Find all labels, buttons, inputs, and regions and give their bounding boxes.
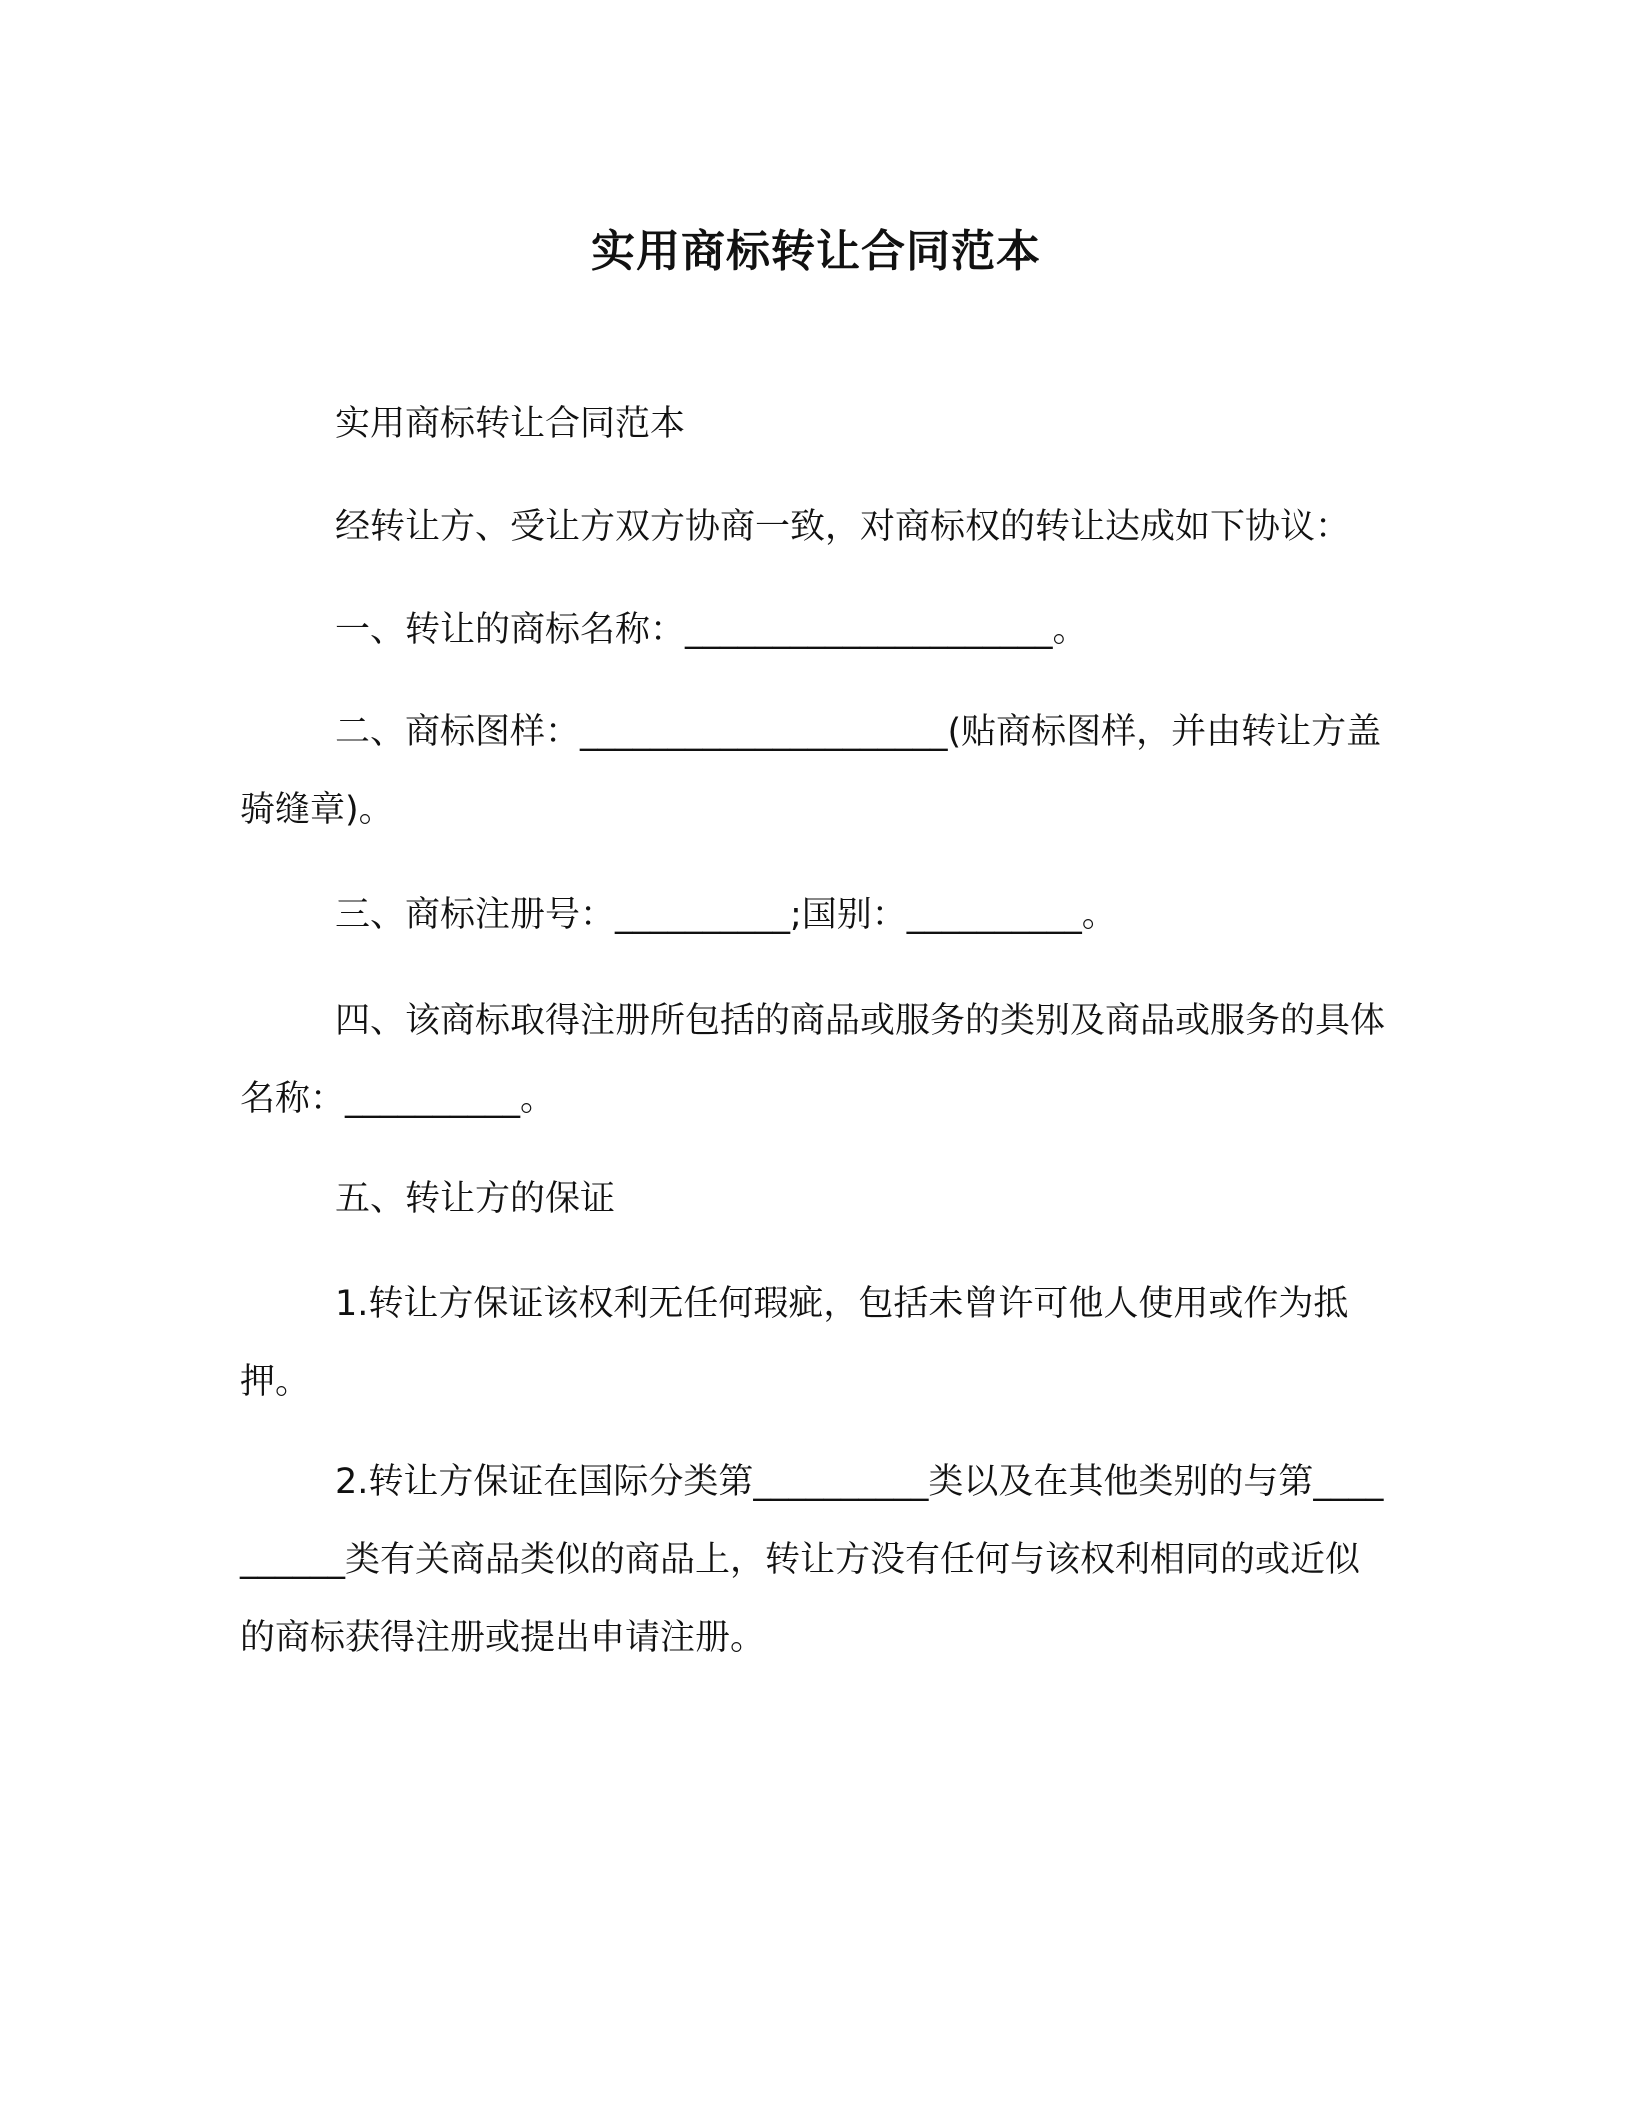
paragraph-guarantee-1: 1.转让方保证该权利无任何瑕疵，包括未曾许可他人使用或作为抵押。 — [240, 1284, 1349, 1402]
paragraph-intro: 经转让方、受让方双方协商一致，对商标权的转让达成如下协议： — [335, 507, 1351, 547]
paragraph-heading: 实用商标转让合同范本 — [335, 404, 686, 444]
paragraph-clause-3: 三、商标注册号：__________;国别：__________。 — [335, 895, 1117, 935]
paragraph-clause-4: 四、该商标取得注册所包括的商品或服务的类别及商品或服务的具体名称：__________。 — [240, 1001, 1386, 1119]
document-title: 实用商标转让合同范本 — [591, 226, 1041, 277]
paragraph-clause-1: 一、转让的商标名称：_____________________。 — [335, 610, 1088, 650]
paragraph-guarantee-2: 2.转让方保证在国际分类第__________类以及在其他类别的与第__________类有关商品类似的商品上，转让方没有任何与该权利相同的或近似的商标获得注册或提出申请注册。 — [240, 1462, 1384, 1658]
paragraph-clause-5: 五、转让方的保证 — [335, 1179, 616, 1219]
paragraph-clause-2: 二、商标图样：_____________________(贴商标图样，并由转让方盖骑缝章)。 — [240, 712, 1382, 830]
